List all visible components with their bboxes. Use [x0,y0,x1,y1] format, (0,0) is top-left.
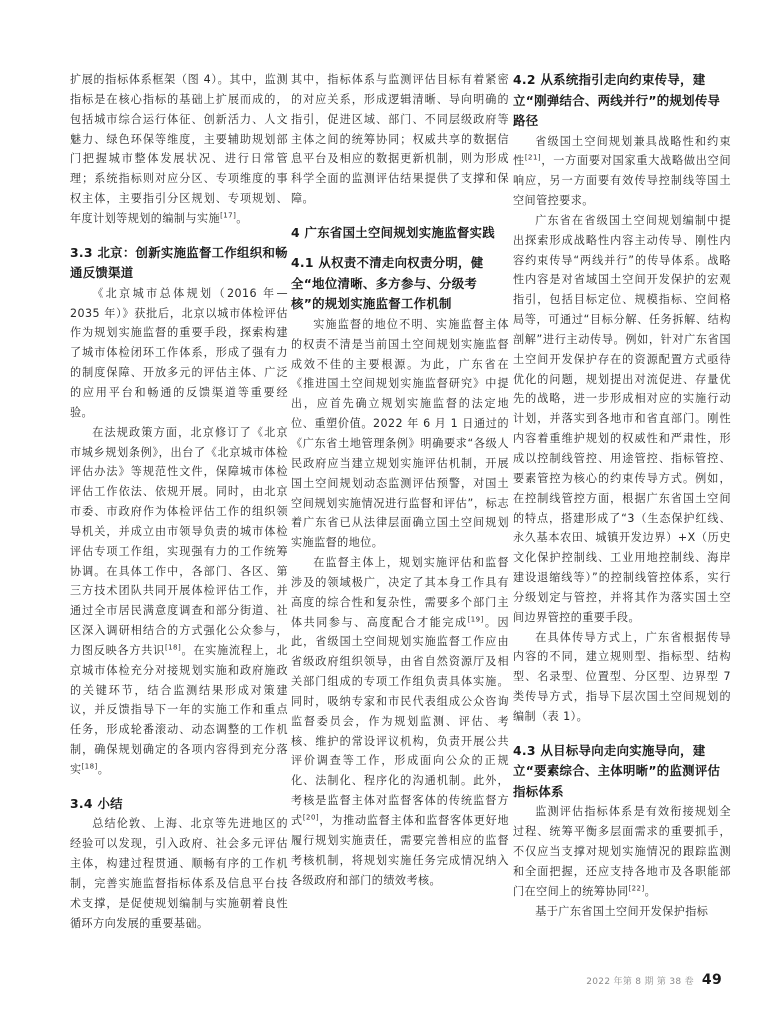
text-run: 。 [236,211,248,225]
spacer [70,780,288,794]
text-run: 总结伦敦、上海、北京等先进地区的经验可以发现，引入政府、社会多元评估主体，构建过程贯通、顺畅有序的工作机制，完善实施监督指标体系及信息平台技术支撑，是促使规划编制与实施朝着良性循环方向发展的重要基础。 [70,817,288,930]
citation-ref: [17] [220,211,237,220]
text-run: 《北京城市总体规划（2016 年—2035 年）》获批后，北京以城市体检评估作为规划实施监督的重要手段，探索构建了城市体检闭环工作体系，形成了强有力的制度保障、开放多元的评估主体、广泛的应用平台和畅通的反馈渠道等重要经验。 [70,286,288,419]
page-footer [586,972,722,988]
citation-ref: [18] [81,762,98,771]
section-heading [513,741,731,803]
text-run: 4.1 从权责不清走向权责分明，健全“地位清晰、多方参与、分级考核”的规划实施监督工作机制 [291,255,484,312]
issue-info: 2022 年第 8 期 第 38 卷 [586,977,694,987]
body-paragraph [70,814,288,933]
body-paragraph [70,423,288,780]
text-run: ，一方面要对国家重大战略做出空间响应，另一方面要有效传导控制线等国土空间管控要求。 [513,154,731,208]
section-heading [70,243,288,284]
body-paragraph [513,132,731,211]
body-paragraph [513,802,731,901]
body-paragraph [513,211,731,628]
text-run: 实施监督的地位不明、实施监督主体的权责不清是当前国土空间规划实施监督成效不佳的主要根源。为此，广东省在《推进国土空间规划实施监督研究》中提出，应首先确立规划实施监督的法定地位、重塑价值。2022 年 6 月 1 日通过的《广东省土地管理条例》明确要求“各级人民政府应当建立规划实施评估机制，开展国土空间规划动态监测评估预警，对国土空间规划实施情况进行监督和评估”，标志着广东省已从法律层面确立国土空间规划实施监督的地位。 [291,317,509,550]
spacer [70,229,288,243]
body-paragraph [513,628,731,727]
citation-ref: [22] [628,884,645,892]
spacer [291,209,509,223]
text-run: 扩展的指标体系框架（图 4）。其中，监测指标是在核心指标的基础上扩展而成的，包括城市综合运行体征、创新活力、人文魅力、绿色环保等维度，主要辅助规划部门把握城市整体发展状况、进行日常管理；系统指标则对应分区、专项维度的事权主体，主要指引分区规划、专项规划、年度计划等规划的编制与实施 [70,73,288,225]
body-paragraph [70,70,288,229]
section-heading [291,223,509,244]
section-heading [291,253,509,315]
text-run: 监测评估指标体系是有效衔接规划全过程、统筹平衡多层面需求的重要抓手，不仅应当支撑对规划实施情况的跟踪监测和全面把握，还应支持各地市及各职能部门在空间上的统筹协同 [513,805,731,898]
text-run: 在法规政策方面，北京修订了《北京市城乡规划条例》，出台了《北京城市体检评估办法》等规范性文件，保障城市体检评估工作依法、依规开展。同时，由北京市委、市政府作为体检评估工作的组织领导机关，并成立由市领导负责的城市体检评估专项工作组，实现强有力的工作统筹协调。在具体工作中，各部门、各区、第三方技术团队共同开展体检评估工作，并通过全市居民满意度调查和部分街道、社区深入调研相结合的方式强化公众参与，力图反映各方共识 [70,425,288,657]
body-paragraph [291,315,509,553]
text-column-left [70,70,288,933]
citation-ref: [21] [524,153,542,162]
text-run: 其中，指标体系与监测评估目标有着紧密的对应关系，形成逻辑清晰、导向明确的指引，促进区域、部门、不同层级政府等主体之间的统筹协同；权威共享的数据信息平台及相应的数据更新机制，则为形成科学全面的监测评估结果提供了支撑和保障。 [291,73,509,206]
body-paragraph [291,70,509,209]
spacer [513,727,731,741]
text-run: 基于广东省国土空间开发保护指标 [535,904,709,918]
text-run: 在监督主体上，规划实施评估和监督涉及的领域极广，决定了其本身工作具有高度的综合性和复杂性，需要多个部门主体共同参与、高度配合才能完成 [291,556,509,629]
spacer [291,243,509,253]
page-number: 49 [701,972,722,988]
citation-ref: [18] [164,643,182,652]
text-run: 省级国土空间规划兼具战略性和约束性 [513,134,731,168]
citation-ref: [19] [467,614,484,623]
section-heading [70,794,288,815]
text-run: 在具体传导方式上，广东省根据传导内容的不同，建立规则型、指标型、结构型、名录型、位置型、分区型、边界型 7 类传导方式，指导下层次国土空间规划的编制（表 1）。 [513,630,731,723]
citation-ref: [20] [302,813,320,822]
text-run: 4 广东省国土空间规划实施监督实践 [291,224,495,240]
text-run: 。因此，省级国土空间规划实施监督工作应由省级政府组织领导，由省自然资源厅及相关部门组成的专项工作组负责具体实施。同时，吸纳专家和市民代表组成公众咨询监督委员会，作为规划监测、评估、考核、维护的常设评议机构，负责开展公共评价调查等工作，形成面向公众的正规化、法制化、程序化的沟通机制。此外，考核是监督主体对监督客体的传统监督方式 [291,615,509,827]
text-run: 3.3 北京：创新实施监督工作组织和畅通反馈渠道 [70,244,288,281]
body-paragraph [70,284,288,423]
text-run: 4.2 从系统指引走向约束传导，建立“刚弹结合、两线并行”的规划传导路径 [513,72,721,128]
text-run: 。在实施流程上，北京城市体检充分对接规划实施和政府施政的关键环节，结合监测结果形成对策建议，并反馈指导下一年的实施工作和重点任务，形成轮番滚动、动态调整的工作机制，确保规划确定的各项内容得到充分落实 [70,643,288,776]
text-run: 3.4 小结 [70,795,123,811]
text-run: 4.3 从目标导向走向实施导向，建立“要素综合、主体明晰”的监测评估指标体系 [513,742,721,799]
text-run: 。 [97,763,110,776]
body-paragraph [513,902,731,922]
text-run: ，为推动监督主体和监督客体更好地履行规划实施责任，需要完善相应的监督考核机制，将规划实施任务完成情况纳入各级政府和部门的绩效考核。 [291,814,509,887]
text-column-right [513,70,731,921]
text-column-middle [291,70,509,890]
section-heading [513,70,731,132]
text-run: 。 [644,884,657,898]
body-paragraph [291,553,509,890]
text-run: 广东省在省级国土空间规划编制中提出探索形成战略性内容主动传导、刚性内容约束传导“两线并行”的传导体系。战略性内容是对省域国土空间开发保护的宏观指引，包括目标定位、规模指标、空间格局等，可通过“目标分解、任务拆解、结构剖解”进行主动传导。例如，针对广东省国土空间开发保护存在的资源配置方式亟待优化的问题，规划提出对流促进、存量优先的战略，进一步形成相对应的实施行动计划，并落实到各地市和省直部门。刚性内容着重维护规划的权威性和严肃性，形成以控制线管控、用途管控、指标管控、要素管控为核心的约束传导方式。例如，在控制线管控方面，根据广东省国土空间的特点，搭建形成了“3（生态保护红线、永久基本农田、城镇开发边界）+X（历史文化保护控制线、工业用地控制线、海岸建设退缩线等）”的控制线管控体系，实行分级划定与管控，并将其作为落实国土空间边界管控的重要手段。 [513,213,731,624]
